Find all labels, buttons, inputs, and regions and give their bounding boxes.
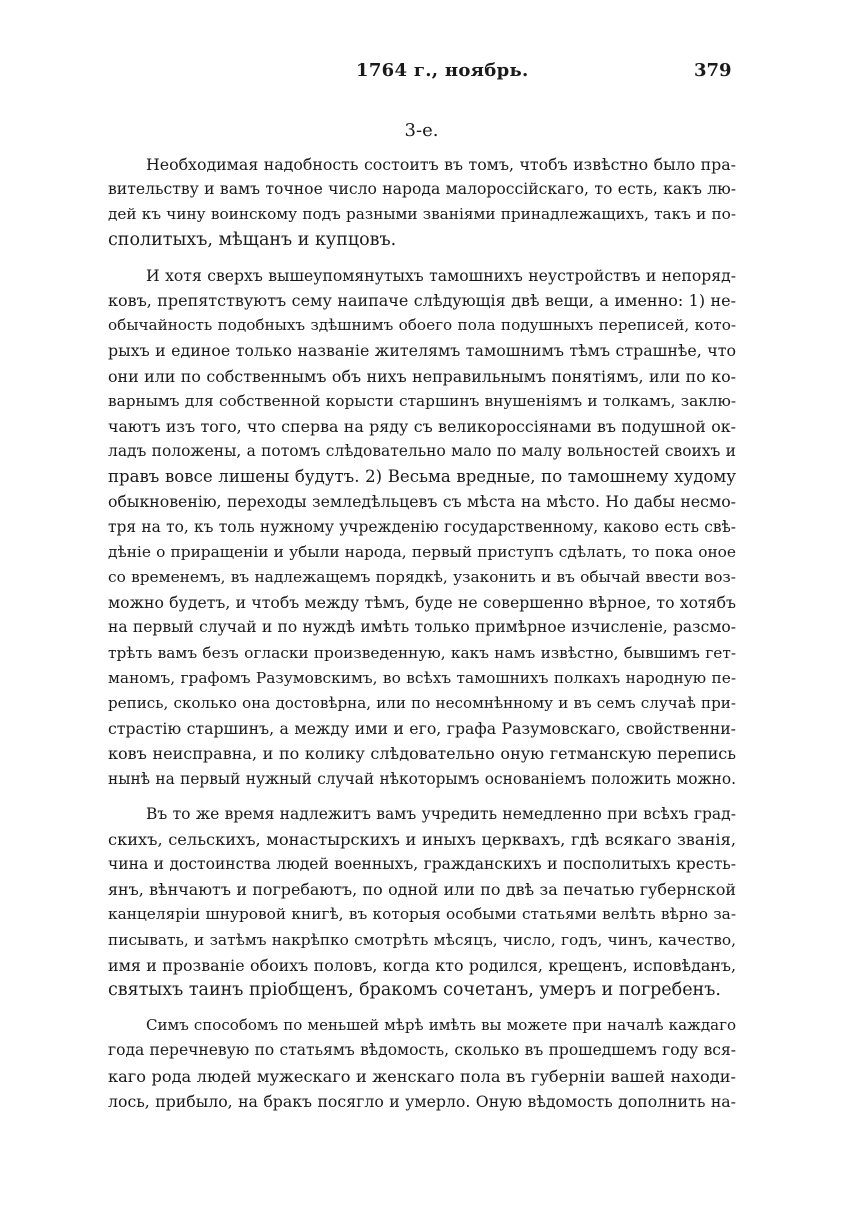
text-line: Необходимая надобность состоитъ въ томъ, чтобъ извѣстно было пра- <box>146 155 736 174</box>
text-line: канцеляріи шнуровой книгѣ, въ которыя особыми статьями велѣть вѣрно за- <box>108 905 736 924</box>
page-number: 379 <box>694 60 732 81</box>
section-label: 3-е. <box>404 120 439 141</box>
text-line: варнымъ для собственной корысти старшинъ внушеніямъ и толкамъ, заклю- <box>108 391 736 410</box>
text-line: сполитыхъ, мѣщанъ и купцовъ. <box>108 229 397 250</box>
text-line: маномъ, графомъ Разумовскимъ, во всѣхъ тамошнихъ полкахъ народную пе- <box>108 668 736 687</box>
text-line: вительству и вамъ точное число народа малороссійскаго, то есть, какъ лю- <box>108 180 736 199</box>
text-line: года перечневую по статьямъ вѣдомость, сколько въ прошедшемъ году вся- <box>108 1041 736 1060</box>
text-line: каго рода людей мужескаго и женскаго пола въ губерніи вашей находи- <box>108 1066 736 1086</box>
text-line: правъ вовсе лишены будутъ. 2) Весьма вредные, по тамошнему худому <box>108 467 736 487</box>
text-line: И хотя сверхъ вышеупомянутыхъ тамошнихъ неустройствъ и непоряд- <box>146 265 736 285</box>
text-line: чаютъ изъ того, что сперва на ряду съ великороссіянами въ подушной ок- <box>108 416 736 436</box>
text-line: трѣть вамъ безъ огласки произведенную, какъ намъ извѣстно, бывшимъ гет- <box>108 643 736 662</box>
text-line: нынѣ на первый нужный случай нѣкоторымъ основаніемъ положить можно. <box>108 769 736 788</box>
text-line: ладъ положены, а потомъ слѣдовательно мало по малу вольностей своихъ и <box>108 442 736 461</box>
text-line: скихъ, сельскихъ, монастырскихъ и иныхъ церквахъ, гдѣ всякаго званія, <box>108 829 736 849</box>
text-line: чина и достоинства людей военныхъ, гражданскихъ и посполитыхъ кресть- <box>108 855 736 874</box>
text-line: репись, сколько она достовѣрна, или по несомнѣнному и въ семъ случаѣ при- <box>108 693 736 712</box>
text-line: можно будетъ, и чтобъ между тѣмъ, буде не совершенно вѣрное, то хотябъ <box>108 593 736 613</box>
text-line: святыхъ таинъ пріобщенъ, бракомъ сочетанъ, умеръ и погребенъ. <box>108 980 721 1000</box>
running-head <box>0 60 843 90</box>
text-line: лось, прибыло, на бракъ посягло и умерло. Оную вѣдомость дополнить на- <box>108 1091 736 1111</box>
text-line: ковъ, препятствуютъ сему наипаче слѣдующія двѣ вещи, а именно: 1) не- <box>108 290 736 310</box>
paragraph-1 <box>108 152 736 253</box>
paragraph-2 <box>108 263 736 792</box>
text-line: обыкновенію, переходы земледѣльцевъ съ мѣста на мѣсто. Но дабы несмо- <box>108 492 736 512</box>
paragraph-4 <box>108 1013 736 1114</box>
text-line: ковъ неисправна, и по колику слѣдовательно оную гетманскую перепись <box>108 744 736 764</box>
text-line: дѣніе о приращеніи и убыли народа, первый приступъ сдѣлать, то пока оное <box>108 542 736 561</box>
text-line: со временемъ, въ надлежащемъ порядкѣ, узаконить и въ обычай ввести воз- <box>108 568 736 586</box>
text-line: имя и прозваніе обоихъ половъ, когда кто родился, крещенъ, исповѣданъ, <box>108 955 736 975</box>
text-line: янъ, вѣнчаютъ и погребаютъ, по одной или по двѣ за печатью губернской <box>108 880 736 900</box>
text-line: они или по собственнымъ объ нихъ неправильнымъ понятіямъ, или по ко- <box>108 366 736 386</box>
text-line: на первый случай и по нуждѣ имѣть только примѣрное изчисленіе, разсмо- <box>108 618 736 637</box>
text-line: тря на то, къ толь нужному учрежденію государственному, каково есть свѣ- <box>108 517 736 536</box>
running-title: 1764 г., ноябрь. <box>356 60 529 81</box>
body-text <box>108 152 736 1124</box>
text-line: Въ то же время надлежитъ вамъ учредить немедленно при всѣхъ град- <box>146 804 736 823</box>
paragraph-3 <box>108 802 736 1004</box>
text-line: Симъ способомъ по меньшей мѣрѣ имѣть вы можете при началѣ каждаго <box>146 1016 736 1035</box>
text-line: дей къ чину воинскому подъ разными званіями принадлежащихъ, такъ и по- <box>108 205 736 224</box>
text-line: рыхъ и единое только названіе жителямъ тамошнимъ тѣмъ страшнѣе, что <box>108 341 736 361</box>
text-line: обычайность подобныхъ здѣшнимъ обоего пола подушныхъ переписей, кото- <box>108 316 736 335</box>
text-line: страстію старшинъ, а между ими и его, графа Разумовскаго, свойственни- <box>108 719 736 739</box>
text-line: писывать, и затѣмъ накрѣпко смотрѣть мѣсяцъ, число, годъ, чинъ, качество, <box>108 930 736 949</box>
